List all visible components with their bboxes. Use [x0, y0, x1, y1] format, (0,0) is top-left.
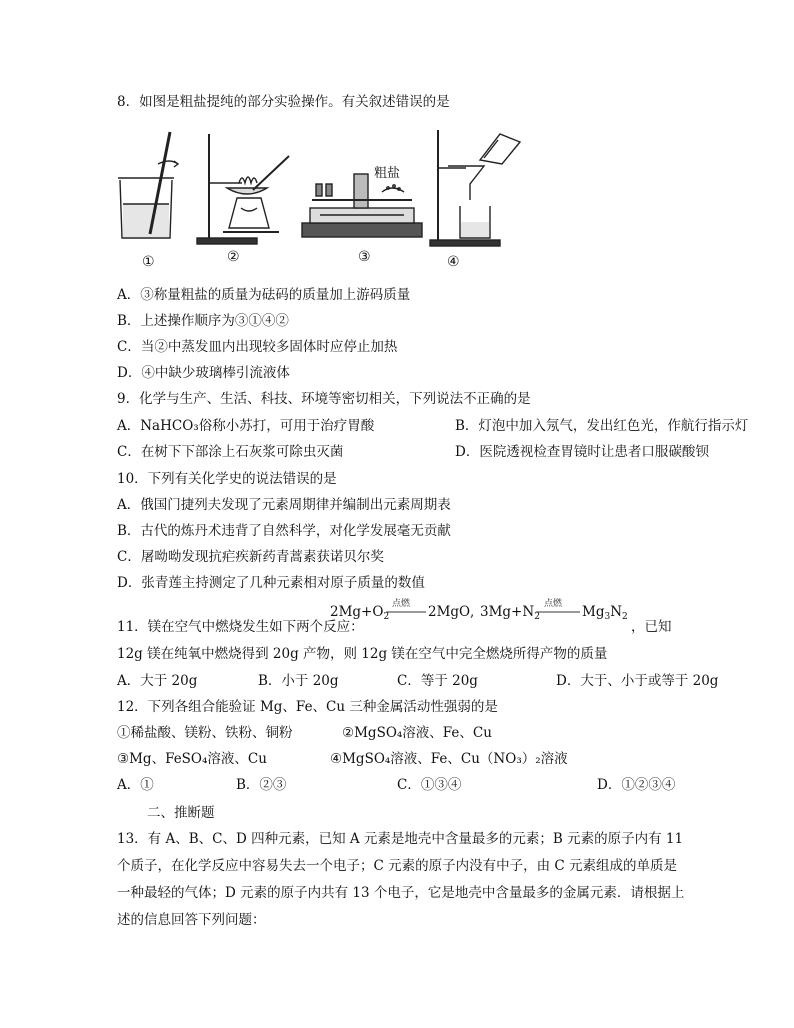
q11-option-d: D．大于、小于或等于 20g — [556, 673, 719, 689]
q10-stem: 10．下列有关化学史的说法错误的是 — [117, 471, 337, 487]
q10-option-b: B．古代的炼丹术违背了自然科学，对化学发展毫无贡献 — [117, 523, 451, 539]
reaction1-product: 2MgO — [428, 604, 471, 620]
evaporation-illustration — [197, 134, 289, 244]
q8-option-c: C．当②中蒸发皿内出现较多固体时应停止加热 — [117, 339, 398, 355]
reaction1-arrow — [386, 610, 426, 614]
balance-illustration — [302, 174, 422, 237]
fig-label-3: ③ — [358, 249, 371, 265]
q12-option-c: C．①③④ — [397, 777, 462, 793]
beaker-stirring-illustration — [118, 132, 178, 238]
q10-option-a: A．俄国门捷列夫发现了元素周期律并编制出元素周期表 — [117, 497, 451, 513]
reaction2-condition: 点燃 — [544, 599, 563, 609]
q12-item-4: ④MgSO₄溶液、Fe、Cu（NO₃）₂溶液 — [330, 751, 568, 767]
reaction2-left: $3Mg+N_2$ — [480, 604, 540, 622]
q13-line-3: 一种最轻的气体；D 元素的原子内共有 13 个电子，它是地壳中含量最多的金属元素．请根据上 — [117, 885, 685, 901]
q9-stem: 9．化学与生产、生活、科技、环境等密切相关，下列说法不正确的是 — [117, 391, 531, 407]
q12-item-1: ①稀盐酸、镁粉、铁粉、铜粉 — [117, 725, 293, 741]
q11-stem-start: 11．镁在空气中燃烧发生如下两个反应： — [117, 619, 364, 635]
q13-line-1: 13．有 A、B、C、D 四种元素，已知 A 元素是地壳中含量最多的元素；B 元素的原子内有 11 — [117, 831, 684, 847]
q8-option-b: B．上述操作顺序为③①④② — [117, 313, 289, 329]
q12-item-2: ②MgSO₄溶液、Fe、Cu — [342, 725, 492, 741]
q8-option-a: A．③称量粗盐的质量为砝码的质量加上游码质量 — [117, 287, 411, 303]
reaction-separator: , — [470, 604, 475, 620]
q8-option-d: D．④中缺少玻璃棒引流液体 — [117, 365, 290, 381]
reaction1-left: $2Mg+O_2$ — [330, 604, 390, 622]
fig-label-4: ④ — [447, 254, 460, 270]
fig-label-2: ② — [227, 249, 240, 265]
q8-stem: 8．如图是粗盐提纯的部分实验操作。有关叙述错误的是 — [117, 94, 450, 110]
q12-stem: 12．下列各组合能验证 Mg、Fe、Cu 三种金属活动性强弱的是 — [117, 699, 498, 715]
q9-option-b: B．灯泡中加入氖气，发出红色光，作航行指示灯 — [455, 418, 749, 434]
q9-option-a: A．NaHCO₃俗称小苏打，可用于治疗胃酸 — [117, 418, 375, 434]
q11-stem-end: ，已知 — [631, 619, 672, 635]
q8-figure — [112, 128, 532, 268]
q12-option-b: B．②③ — [236, 777, 287, 793]
reaction2-reactants: 3Mg+N — [480, 604, 535, 620]
reaction1-condition: 点燃 — [392, 599, 411, 609]
q10-option-c: C．屠呦呦发现抗疟疾新药青蒿素获诺贝尔奖 — [117, 549, 384, 565]
q12-item-3: ③Mg、FeSO₄溶液、Cu — [117, 751, 267, 767]
q12-option-d: D．①②③④ — [597, 777, 676, 793]
section-title: 二、推断题 — [147, 805, 215, 821]
q11-option-c: C．等于 20g — [397, 673, 478, 689]
reaction2-arrow — [536, 610, 580, 614]
q11-stem-line2: 12g 镁在纯氧中燃烧得到 20g 产物，则 12g 镁在空气中完全燃烧所得产物的质量 — [117, 646, 608, 662]
q9-option-c: C．在树下下部涂上石灰浆可除虫灭菌 — [117, 444, 344, 460]
crude-salt-label: 粗盐 — [374, 166, 401, 181]
reaction2-product: $Mg_3N_2$ — [582, 604, 628, 622]
reaction1-reactants: 2Mg+O — [330, 604, 384, 620]
q11-option-b: B．小于 20g — [258, 673, 339, 689]
filtration-illustration — [430, 130, 520, 246]
fig-label-1: ① — [142, 254, 155, 270]
q9-option-d: D．医院透视检查胃镜时让患者口服碳酸钡 — [455, 444, 709, 460]
experiment-diagram — [112, 128, 532, 268]
q10-option-d: D．张青莲主持测定了几种元素相对原子质量的数值 — [117, 575, 425, 591]
reaction2-product-element: Mg — [582, 604, 605, 620]
q12-option-a: A．① — [117, 777, 154, 793]
q13-line-2: 个质子，在化学反应中容易失去一个电子；C 元素的原子内没有中子，由 C 元素组成的单质是 — [117, 858, 678, 874]
q13-line-4: 述的信息回答下列问题： — [117, 912, 266, 928]
q11-option-a: A．大于 20g — [117, 673, 198, 689]
